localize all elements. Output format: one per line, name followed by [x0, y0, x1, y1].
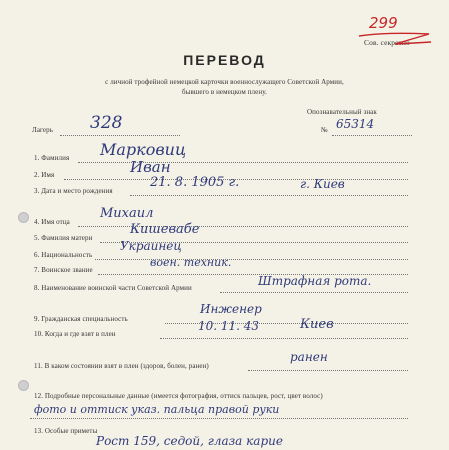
field-value-captured-date: 10. 11. 43 — [198, 319, 260, 333]
tag-number-prefix: № — [321, 126, 328, 134]
field-label-rank: 7. Воинское звание — [34, 266, 93, 274]
document-subtitle-line-2: бывшего в немецком плену. — [182, 88, 267, 96]
field-label-mother-surname: 5. Фамилия матери — [34, 234, 93, 242]
camp-line — [60, 135, 180, 136]
field-value-captured-place: Киев — [300, 317, 334, 332]
field-value-military-unit: Штрафная рота. — [258, 274, 372, 288]
red-underline-mark — [355, 28, 435, 50]
field-value-condition: ранен — [290, 350, 328, 364]
field-label-father-name: 4. Имя отца — [34, 218, 70, 226]
field-value-rank: воен. техник. — [150, 256, 232, 269]
field-value-mother-surname: Кишевабе — [130, 222, 200, 237]
camp-value: 328 — [90, 113, 123, 133]
field-value-surname: Марковиц — [100, 140, 187, 159]
field-label-special-marks: 13. Особые приметы — [34, 427, 98, 435]
field-value-nationality: Украинец — [120, 239, 182, 253]
tag-label: Опознавательный знак — [307, 108, 377, 116]
field-value-birth-date: 21. 8. 1905 г. — [150, 175, 240, 190]
punch-hole-bottom — [18, 380, 29, 391]
tag-value: 65314 — [336, 117, 375, 131]
field-label-name: 2. Имя — [34, 171, 55, 179]
document-title: ПЕРЕВОД — [183, 52, 266, 68]
field-label-civil-specialty: 9. Гражданская специальность — [34, 315, 128, 323]
camp-label: Лагерь — [32, 126, 54, 134]
field-line-nationality — [95, 259, 408, 260]
secret-stamp: Сов. секретно — [364, 38, 410, 47]
field-label-captured: 10. Когда и где взят в плен — [34, 330, 116, 338]
field-label-surname: 1. Фамилия — [34, 154, 70, 162]
field-value-personal-data: фото и оттиск указ. пальца правой руки — [34, 403, 280, 416]
field-label-military-unit: 8. Наименование воинской части Советской Армии — [34, 284, 192, 292]
field-line-captured — [160, 338, 408, 339]
field-line-surname — [78, 162, 408, 163]
field-value-birth-place: г. Киев — [300, 177, 345, 191]
document-number: 299 — [369, 14, 398, 32]
field-value-name: Иван — [130, 158, 171, 176]
field-line-military-unit — [220, 292, 408, 293]
field-line-personal-data — [30, 418, 408, 419]
punch-hole-top — [18, 212, 29, 223]
field-label-birth: 3. Дата и место рождения — [34, 187, 113, 195]
field-line-condition — [248, 370, 408, 371]
document-subtitle-line-1: с личной трофейной немецкой карточки военнослужащего Советской Армии, — [105, 78, 344, 86]
tag-line — [332, 135, 412, 136]
field-value-father-name: Михаил — [100, 206, 154, 221]
field-line-birth — [130, 195, 408, 196]
field-label-condition: 11. В каком состоянии взят в плен (здоров, болен, ранен) — [34, 362, 209, 370]
field-label-personal-data: 12. Подробные персональные данные (имеется фотография, оттиск пальцев, рост, цвет волос) — [34, 392, 323, 400]
field-value-civil-specialty: Инженер — [200, 302, 262, 316]
field-value-special-marks: Рост 159, седой, глаза карие — [96, 434, 283, 448]
field-line-father-name — [78, 226, 408, 227]
field-label-nationality: 6. Национальность — [34, 251, 93, 259]
